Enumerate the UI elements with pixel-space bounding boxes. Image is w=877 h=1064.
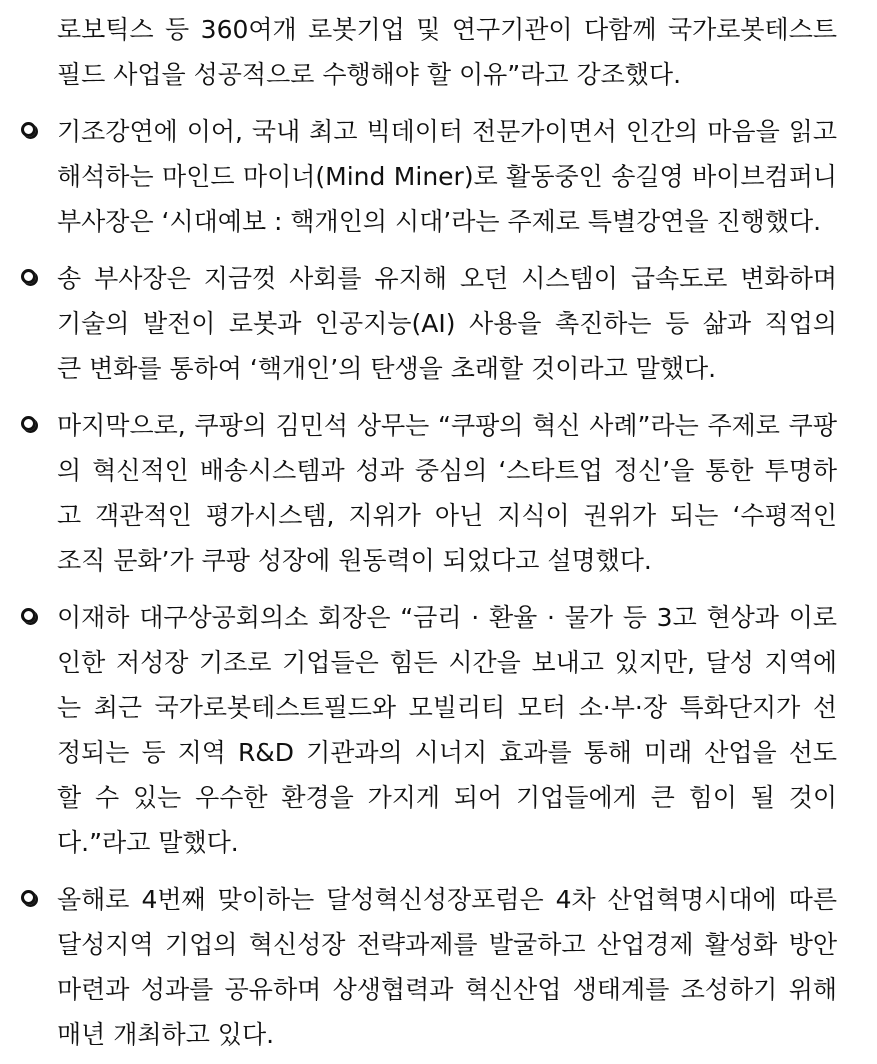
paragraph-continuation — [0, 7, 877, 97]
bullet-paragraph-vice-president — [0, 256, 877, 391]
text-line: 마련과 성과를 공유하며 상생협력과 혁신산업 생태계를 조성하기 위해 — [57, 975, 837, 1004]
text-line: 인한 저성장 기조로 기업들은 힘든 시간을 보내고 있지만, 달성 지역에 — [57, 648, 837, 677]
text-line: 기술의 발전이 로봇과 인공지능(AI) 사용을 촉진하는 등 삶과 직업의 — [57, 309, 837, 338]
hollow-circle-bullet-icon — [21, 890, 36, 905]
bullet-paragraph-chamber-president — [0, 595, 877, 865]
text-line: 이재하 대구상공회의소 회장은 “금리 · 환율 · 물가 등 3고 현상과 이로 — [57, 603, 837, 632]
text-line: 정되는 등 지역 R&D 기관과의 시너지 효과를 통해 미래 산업을 선도 — [57, 738, 837, 767]
text-line: 는 최근 국가로봇테스트필드와 모빌리티 모터 소·부·장 특화단지가 선 — [57, 693, 837, 722]
text-line: 마지막으로, 쿠팡의 김민석 상무는 “쿠팡의 혁신 사례”라는 주제로 쿠팡 — [57, 411, 837, 440]
document-page — [0, 7, 877, 1064]
text-line: 해석하는 마인드 마이너(Mind Miner)로 활동중인 송길영 바이브컴퍼니 — [57, 162, 837, 191]
text-line: 기조강연에 이어, 국내 최고 빅데이터 전문가이면서 인간의 마음을 읽고 — [57, 117, 837, 146]
text-line: 큰 변화를 통하여 ‘핵개인’의 탄생을 초래할 것이라고 말했다. — [57, 354, 717, 383]
text-line: 송 부사장은 지금껏 사회를 유지해 오던 시스템이 급속도로 변화하며 — [57, 264, 837, 293]
bullet-paragraph-forum — [0, 877, 877, 1057]
bullet-paragraph-coupang — [0, 403, 877, 583]
text-line: 조직 문화’가 쿠팡 성장에 원동력이 되었다고 설명했다. — [57, 546, 652, 575]
text-line: 로보틱스 등 360여개 로봇기업 및 연구기관이 다함께 국가로봇테스트 — [57, 15, 837, 44]
hollow-circle-bullet-icon — [21, 122, 36, 137]
text-line: 필드 사업을 성공적으로 수행해야 할 이유”라고 강조했다. — [57, 60, 682, 89]
text-line: 고 객관적인 평가시스템, 지위가 아닌 지식이 권위가 되는 ‘수평적인 — [57, 501, 837, 530]
text-line: 달성지역 기업의 혁신성장 전략과제를 발굴하고 산업경제 활성화 방안 — [57, 930, 837, 959]
text-line: 할 수 있는 우수한 환경을 가지게 되어 기업들에게 큰 힘이 될 것이 — [57, 783, 837, 812]
text-line: 올해로 4번째 맞이하는 달성혁신성장포럼은 4차 산업혁명시대에 따른 — [57, 885, 837, 914]
text-line: 의 혁신적인 배송시스템과 성과 중심의 ‘스타트업 정신’을 통한 투명하 — [57, 456, 837, 485]
hollow-circle-bullet-icon — [21, 416, 36, 431]
text-line: 매년 개최하고 있다. — [57, 1020, 275, 1049]
text-line: 부사장은 ‘시대예보 : 핵개인의 시대’라는 주제로 특별강연을 진행했다. — [57, 207, 822, 236]
hollow-circle-bullet-icon — [21, 269, 36, 284]
text-line: 다.”라고 말했다. — [57, 828, 239, 857]
bullet-paragraph-keynote — [0, 109, 877, 244]
hollow-circle-bullet-icon — [21, 608, 36, 623]
